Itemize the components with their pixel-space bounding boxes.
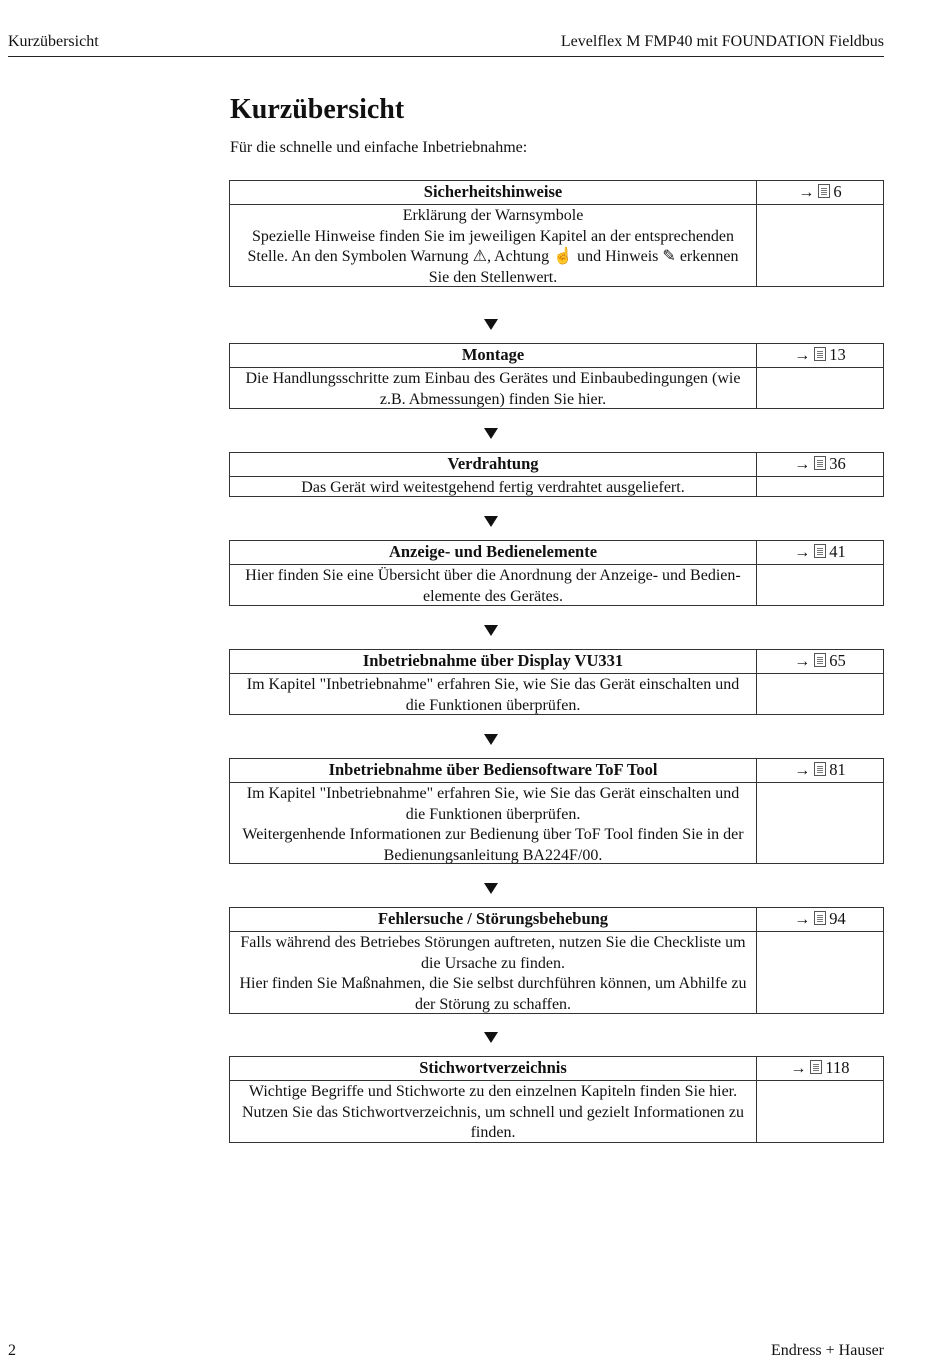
page-number-ref: 118	[825, 1058, 850, 1077]
flow-arrow-down-icon	[484, 883, 498, 894]
description-line: Nutzen Sie das Stichwortverzeichnis, um schnell und gezielt Informationen zu	[241, 1103, 745, 1121]
section-box	[229, 180, 884, 287]
section-description	[230, 477, 757, 497]
page-title: Kurzübersicht	[230, 94, 405, 125]
page-number: 2	[8, 1342, 16, 1359]
section-title: Inbetriebnahme über Display VU331	[230, 650, 757, 673]
section-description	[230, 932, 757, 1014]
description-line: die Funktionen überprüfen.	[405, 696, 581, 714]
description-line: Im Kapitel "Inbetriebnahme" erfahren Sie, wie Sie das Gerät einschalten und	[246, 676, 740, 693]
section-title: Sicherheitshinweise	[230, 181, 757, 204]
description-line: der Störung zu schaffen.	[414, 995, 572, 1013]
description-line: Wichtige Begriffe und Stichworte zu den einzelnen Kapiteln finden Sie hier.	[248, 1083, 738, 1100]
empty-ref-cell	[757, 783, 883, 864]
section-header-row	[230, 344, 883, 368]
flow-arrow-down-icon	[484, 319, 498, 330]
empty-ref-cell	[757, 674, 883, 715]
section-header-row	[230, 453, 883, 477]
description-line: finden.	[470, 1124, 516, 1141]
section-box	[229, 1056, 884, 1143]
page-icon	[814, 544, 826, 558]
page-reference[interactable]	[757, 344, 883, 367]
description-line: die Funktionen überprüfen.	[405, 805, 581, 823]
section-box	[229, 758, 884, 864]
description-line: Sie den Stellenwert.	[428, 268, 558, 286]
description-line: Das Gerät wird weitestgehend fertig verdrahtet ausgeliefert.	[301, 479, 685, 496]
arrow-right-icon: →	[794, 544, 811, 561]
page-icon	[814, 347, 826, 361]
description-line: Hier finden Sie eine Übersicht über die Anordnung der Anzeige- und Bedien-	[245, 567, 741, 584]
section-body-row	[230, 368, 883, 409]
description-line: Im Kapitel "Inbetriebnahme" erfahren Sie, wie Sie das Gerät einschalten und	[246, 785, 740, 802]
description-line: Stelle. An den Symbolen Warnung ⚠, Achtung ☝ und Hinweis ✎ erkennen	[247, 248, 739, 265]
section-body-row	[230, 1081, 883, 1143]
page-number-ref: 41	[829, 542, 846, 561]
page-number-ref: 81	[829, 760, 846, 779]
empty-ref-cell	[757, 932, 883, 1014]
section-body-row	[230, 565, 883, 606]
section-header-row	[230, 181, 883, 205]
arrow-right-icon: →	[798, 184, 815, 201]
section-title: Fehlersuche / Störungsbehebung	[230, 908, 757, 931]
page-number-ref: 36	[829, 454, 846, 473]
section-body-row	[230, 674, 883, 715]
section-title: Inbetriebnahme über Bediensoftware ToF Tool	[230, 759, 757, 782]
section-box	[229, 907, 884, 1014]
empty-ref-cell	[757, 368, 883, 409]
section-header-row	[230, 541, 883, 565]
section-description	[230, 674, 757, 715]
page-icon	[818, 184, 830, 198]
arrow-right-icon: →	[794, 653, 811, 670]
description-line: Hier finden Sie Maßnahmen, die Sie selbst durchführen können, um Abhilfe zu	[239, 975, 747, 992]
page-icon	[814, 762, 826, 776]
arrow-right-icon: →	[794, 911, 811, 928]
section-body-row	[230, 783, 883, 864]
section-description	[230, 205, 757, 287]
arrow-right-icon: →	[794, 456, 811, 473]
section-box	[229, 540, 884, 606]
page-number-ref: 6	[833, 182, 842, 201]
flow-arrow-down-icon	[484, 1032, 498, 1043]
page-icon	[814, 456, 826, 470]
running-header	[8, 30, 884, 57]
page-reference[interactable]	[757, 908, 883, 931]
section-box	[229, 649, 884, 715]
section-title: Montage	[230, 344, 757, 367]
section-description	[230, 565, 757, 606]
arrow-right-icon: →	[794, 347, 811, 364]
section-body-row	[230, 477, 883, 497]
description-line: Spezielle Hinweise finden Sie im jeweiligen Kapitel an der entsprechenden	[251, 227, 735, 245]
header-section-title: Kurzübersicht	[8, 33, 99, 50]
page-icon	[814, 911, 826, 925]
page-reference[interactable]	[757, 650, 883, 673]
page-reference[interactable]	[757, 759, 883, 782]
footer-brand: Endress + Hauser	[771, 1342, 884, 1359]
description-line: Weitergenhende Informationen zur Bedienung über ToF Tool finden Sie in der	[242, 826, 744, 843]
description-line: Die Handlungsschritte zum Einbau des Gerätes und Einbaubedingungen (wie	[245, 370, 741, 387]
arrow-right-icon: →	[790, 1060, 807, 1077]
page-reference[interactable]	[757, 453, 883, 476]
flow-arrow-down-icon	[484, 516, 498, 527]
section-title: Verdrahtung	[230, 453, 757, 476]
section-header-row	[230, 908, 883, 932]
intro-text: Für die schnelle und einfache Inbetriebnahme:	[230, 139, 528, 156]
section-title: Stichwortverzeichnis	[230, 1057, 757, 1080]
description-line: elemente des Gerätes.	[423, 587, 563, 605]
section-header-row	[230, 759, 883, 783]
page-number-ref: 13	[829, 345, 846, 364]
page-icon	[810, 1060, 822, 1074]
page-number-ref: 65	[829, 651, 846, 670]
section-description	[230, 1081, 757, 1143]
section-body-row	[230, 205, 883, 287]
section-header-row	[230, 1057, 883, 1081]
empty-ref-cell	[757, 205, 883, 287]
arrow-right-icon: →	[794, 762, 811, 779]
page-reference[interactable]	[757, 541, 883, 564]
description-line: die Ursache zu finden.	[421, 954, 565, 972]
section-description	[230, 368, 757, 409]
description-line: Erklärung der Warnsymbole	[402, 207, 584, 224]
page-number-ref: 94	[829, 909, 846, 928]
page-reference[interactable]	[757, 181, 883, 204]
empty-ref-cell	[757, 477, 883, 497]
flow-arrow-down-icon	[484, 625, 498, 636]
flow-arrow-down-icon	[484, 734, 498, 745]
header-document-title: Levelflex M FMP40 mit FOUNDATION Fieldbus	[560, 33, 884, 50]
section-header-row	[230, 650, 883, 674]
section-description	[230, 783, 757, 864]
page-icon	[814, 653, 826, 667]
section-box	[229, 343, 884, 409]
flow-arrow-down-icon	[484, 428, 498, 439]
section-body-row	[230, 932, 883, 1014]
description-line: z.B. Abmessungen) finden Sie hier.	[379, 390, 607, 408]
empty-ref-cell	[757, 1081, 883, 1143]
description-line: Bedienungsanleitung BA224F/00.	[383, 846, 603, 864]
empty-ref-cell	[757, 565, 883, 606]
page-reference[interactable]	[757, 1057, 883, 1080]
section-box	[229, 452, 884, 497]
description-line: Falls während des Betriebes Störungen auftreten, nutzen Sie die Checkliste um	[240, 934, 746, 951]
section-title: Anzeige- und Bedienelemente	[230, 541, 757, 564]
